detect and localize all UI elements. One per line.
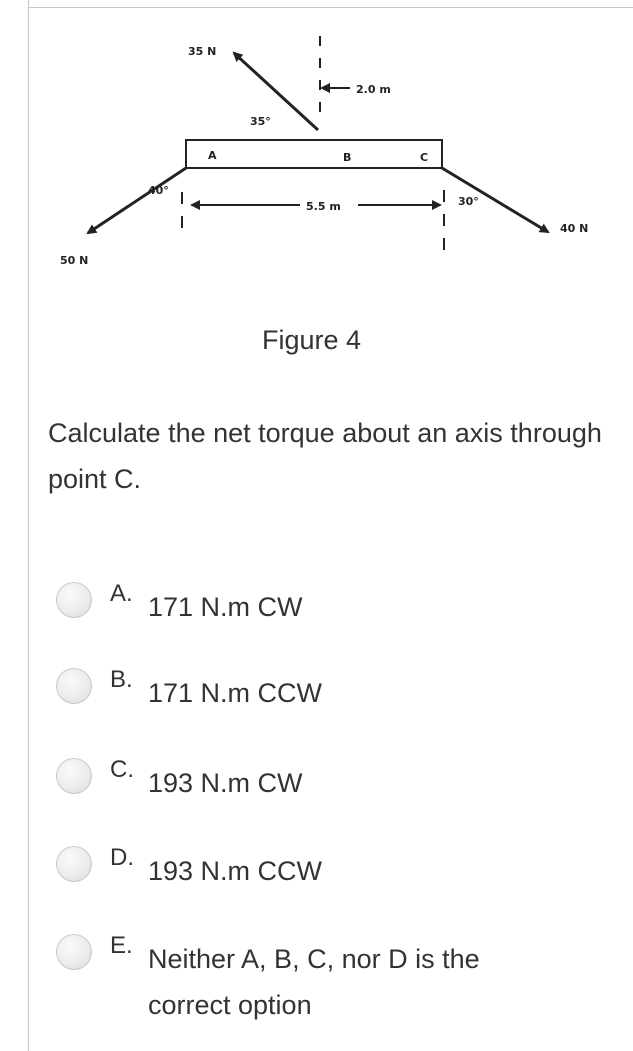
- distance-5-5m-label: 5.5 m: [306, 200, 341, 213]
- option-letter: C.: [110, 756, 134, 783]
- option-d[interactable]: [56, 844, 616, 890]
- option-a[interactable]: [56, 580, 616, 626]
- point-c-label: C: [420, 151, 429, 164]
- option-letter: A.: [110, 580, 133, 607]
- radio-button-a[interactable]: [56, 582, 92, 618]
- option-text: 193 N.m CW: [148, 768, 303, 798]
- force-50n-arrow: [88, 168, 186, 233]
- option-text: 171 N.m CCW: [148, 678, 323, 708]
- beam: [186, 140, 442, 168]
- option-text: Neither A, B, C, nor D is the correct option: [148, 944, 480, 1020]
- question-text: Calculate the net torque about an axis through point C.: [48, 418, 602, 494]
- option-text: 193 N.m CCW: [148, 856, 323, 886]
- option-letter: D.: [110, 844, 134, 871]
- point-a-label: A: [208, 149, 217, 162]
- angle-35-label: 35°: [250, 115, 271, 128]
- option-letter: B.: [110, 666, 133, 693]
- figure-4-diagram: [0, 0, 633, 300]
- force-50n-label: 50 N: [60, 254, 89, 267]
- option-c[interactable]: [56, 756, 616, 802]
- radio-button-d[interactable]: [56, 846, 92, 882]
- force-35n-label: 35 N: [188, 45, 217, 58]
- angle-30-label: 30°: [458, 195, 479, 208]
- distance-2m-label: 2.0 m: [356, 83, 391, 96]
- force-35n-arrow: [234, 53, 318, 130]
- force-40n-label: 40 N: [560, 222, 589, 235]
- point-b-label: B: [343, 151, 352, 164]
- option-text: 171 N.m CW: [148, 592, 303, 622]
- radio-button-e[interactable]: [56, 934, 92, 970]
- option-e[interactable]: [56, 932, 616, 1032]
- figure-caption: Figure 4: [262, 325, 362, 355]
- option-b[interactable]: [56, 666, 616, 712]
- radio-button-b[interactable]: [56, 668, 92, 704]
- option-letter: E.: [110, 932, 133, 959]
- radio-button-c[interactable]: [56, 758, 92, 794]
- angle-40-label: 40°: [148, 184, 169, 197]
